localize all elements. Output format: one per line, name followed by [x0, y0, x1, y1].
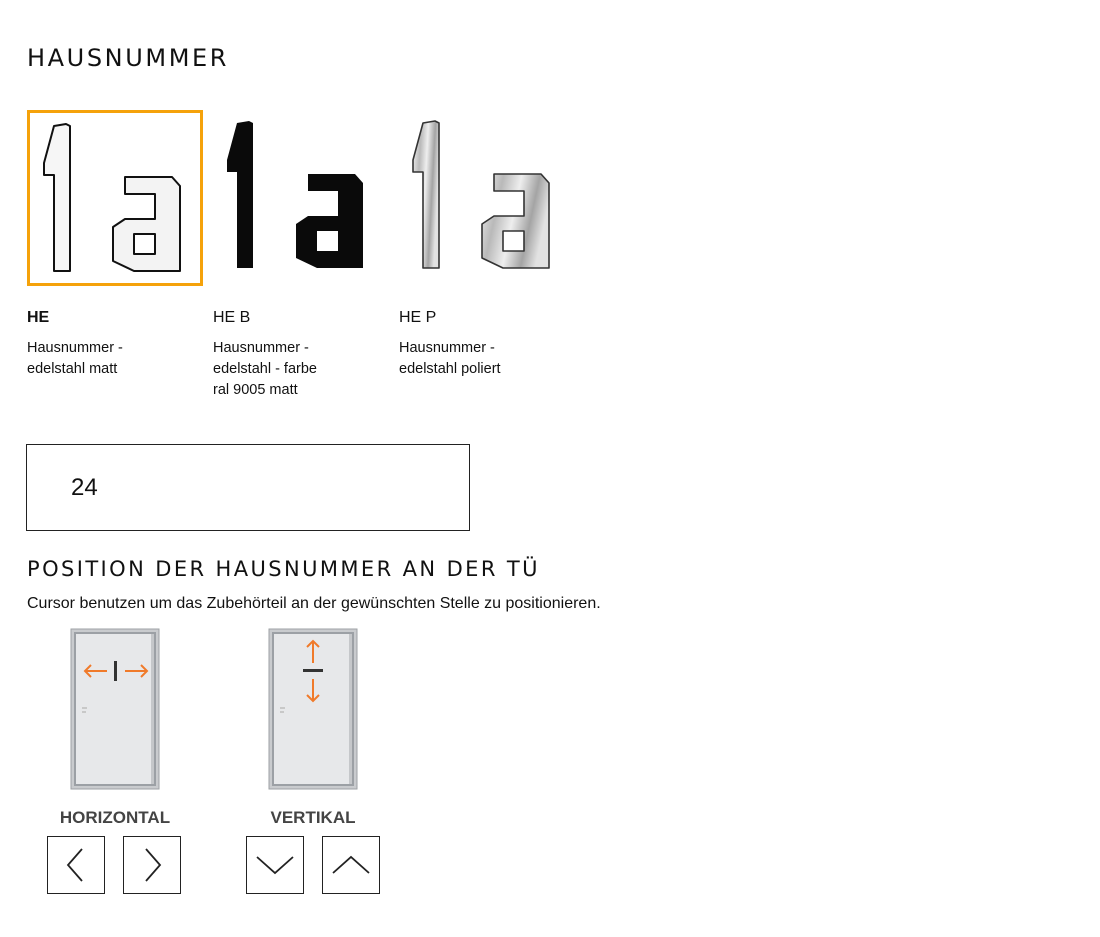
move-left-button[interactable]	[47, 836, 105, 894]
chevron-up-icon	[323, 837, 379, 893]
section-title-position: POSITION DER HAUSNUMMER AN DER TÜ	[27, 557, 540, 581]
house-number-glyph-polished	[399, 110, 569, 280]
variant-description-he	[27, 338, 197, 380]
horizontal-label: HORIZONTAL	[59, 808, 171, 827]
variant-description-line: Hausnummer -	[213, 340, 309, 356]
move-down-button[interactable]	[246, 836, 304, 894]
variant-code-he-p: HE P	[399, 309, 437, 326]
move-right-button[interactable]	[123, 836, 181, 894]
variant-code-he: HE	[27, 309, 50, 326]
variant-description-line: ral 9005 matt	[213, 382, 298, 398]
chevron-left-icon	[48, 837, 104, 893]
chevron-right-icon	[124, 837, 180, 893]
variant-swatch-he-b[interactable]	[213, 110, 389, 286]
house-number-input[interactable]	[26, 444, 470, 531]
variant-code-he-b: HE B	[213, 309, 251, 326]
variant-description-he-p	[399, 338, 569, 380]
position-helper-text: Cursor benutzen um das Zubehörteil an der gewünschten Stelle zu positionieren.	[27, 595, 601, 612]
chevron-down-icon	[247, 837, 303, 893]
variant-description-line: edelstahl poliert	[399, 361, 501, 377]
vertical-label: VERTIKAL	[270, 808, 356, 827]
house-number-glyph-black	[213, 110, 383, 280]
variant-description-line: edelstahl matt	[27, 361, 118, 377]
door-horizontal-diagram	[27, 619, 203, 795]
variant-description-line: Hausnummer -	[27, 340, 123, 356]
variant-swatch-he-p[interactable]	[399, 110, 575, 286]
door-vertical-diagram	[225, 619, 401, 795]
variant-description-he-b	[213, 338, 383, 401]
variant-swatch-he[interactable]	[27, 110, 203, 286]
variant-description-line: edelstahl - farbe	[213, 361, 317, 377]
section-title-hausnummer: HAUSNUMMER	[27, 44, 230, 72]
variant-description-line: Hausnummer -	[399, 340, 495, 356]
door-vertical-illustration	[225, 619, 401, 795]
door-horizontal-illustration	[27, 619, 203, 795]
move-up-button[interactable]	[322, 836, 380, 894]
house-number-glyph-matt	[30, 113, 200, 283]
